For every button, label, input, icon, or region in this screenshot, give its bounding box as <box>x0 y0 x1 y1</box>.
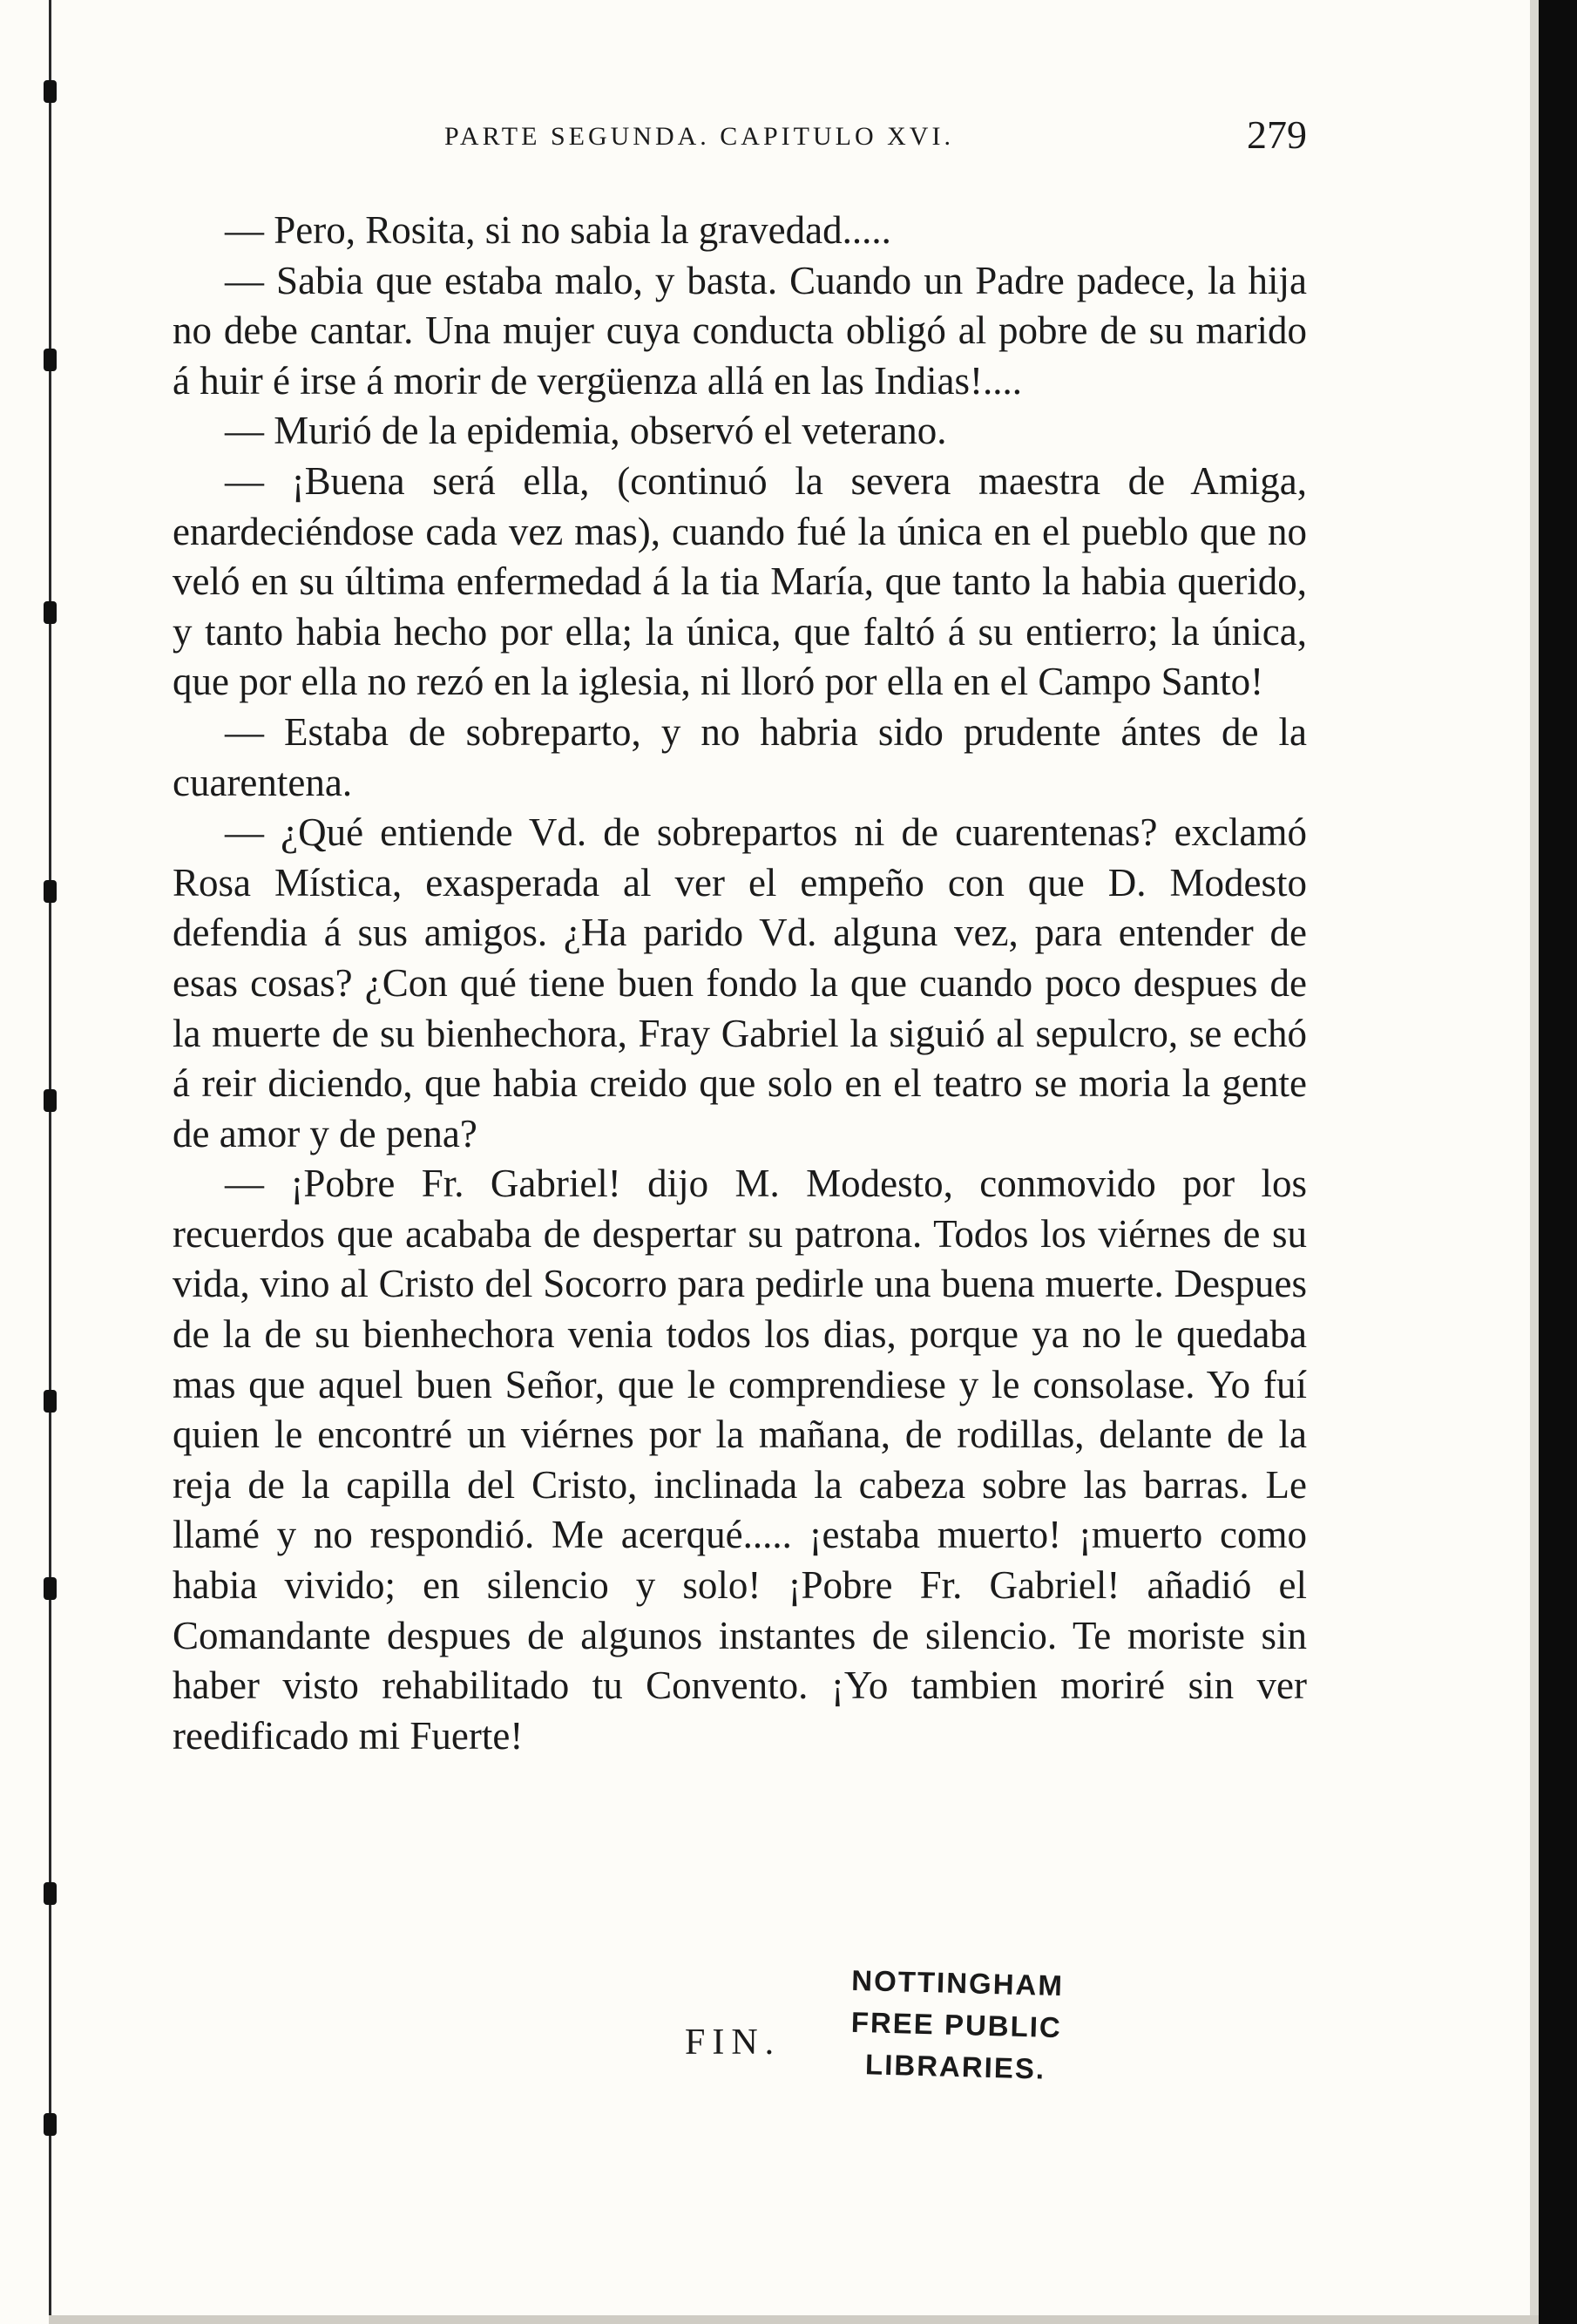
binding-stitch <box>44 80 57 103</box>
ending-block <box>685 1962 1138 2119</box>
binding-stitch <box>44 1390 57 1413</box>
paragraph: — Estaba de sobreparto, y no habria sido prudente ántes de la cuarentena. <box>173 709 1307 804</box>
binding-stitch <box>44 1577 57 1600</box>
paragraph: — ¿Qué entiende Vd. de sobrepartos ni de cuarentenas? exclamó Rosa Mística, exasperada al ver el empeño con que D. Modesto defendia á sus amigos. ¿Ha parido Vd. alguna vez, para entender de esas cosas? ¿Con qué tiene buen fondo la que cuando poco despues de la muerte de su bienhechora, Fray Gabriel la siguió al sepulcro, se echó á reir diciendo, que habia creido que solo en el teatro se moria la gente de amor y de pena? <box>173 810 1307 1155</box>
paragraph: — Pero, Rosita, si no sabia la gravedad..... <box>225 208 891 252</box>
page-number: 279 <box>1247 112 1307 157</box>
binding-stitch <box>44 601 57 624</box>
stamp-line: LIBRARIES. <box>864 2048 1046 2085</box>
running-head: PARTE SEGUNDA. CAPITULO XVI. <box>444 122 954 151</box>
binding-stitch <box>44 349 57 371</box>
stamp-line: FREE PUBLIC <box>850 2005 1063 2044</box>
library-stamp <box>849 1960 1064 2090</box>
body-text <box>173 206 1307 1761</box>
binding-stitch <box>44 880 57 903</box>
binding-stitch <box>44 1089 57 1112</box>
bottom-edge <box>49 2315 1539 2324</box>
fin-label: FIN. <box>685 2022 782 2063</box>
paragraph: — Sabia que estaba malo, y basta. Cuando un Padre padece, la hija no debe cantar. Una mujer cuya conducta obligó al pobre de su marido á huir é irse á morir de vergüenza allá en las Indias!.... <box>173 258 1307 403</box>
page-edge-shadow <box>1530 0 1539 2324</box>
binding-stitch <box>44 1882 57 1905</box>
paragraph: — ¡Pobre Fr. Gabriel! dijo M. Modesto, conmovido por los recuerdos que acababa de despertar su patrona. Todos los viérnes de su vida, vino al Cristo del Socorro para pedirle una buena muerte. Despues de la de su bienhechora venia todos los dias, porque ya no le quedaba mas que aquel buen Señor, que le comprendiese y le consolase. Yo fuí quien le encontré un viérnes por la mañana, de rodillas, delante de la reja de la capilla del Cristo, inclinada la cabeza sobre las barras. Le llamé y no respondió. Me acerqué..... ¡estaba muerto! ¡muerto como habia vivido; en silencio y solo! ¡Pobre Fr. Gabriel! añadió el Comandante despues de algunos instantes de silencio. Te moriste sin haber visto rehabilitado tu Convento. ¡Yo tambien moriré sin ver reedificado mi Fuerte! <box>173 1162 1307 1758</box>
scan-edge <box>1539 0 1577 2324</box>
paragraph: — ¡Buena será ella, (continuó la severa maestra de Amiga, enardeciéndose cada vez mas), cuando fué la única en el pueblo que no veló en su última enfermedad á la tia María, que tanto la habia querido, y tanto habia hecho por ella; la única, que faltó á su entierro; la única, que por ella no rezó en la iglesia, ni lloró por ella en el Campo Santo! <box>173 458 1307 704</box>
stamp-line: NOTTINGHAM <box>850 1963 1065 2002</box>
paragraph: — Murió de la epidemia, observó el veterano. <box>225 409 947 453</box>
page-header <box>174 112 1307 164</box>
binding-stitch <box>44 2113 57 2136</box>
